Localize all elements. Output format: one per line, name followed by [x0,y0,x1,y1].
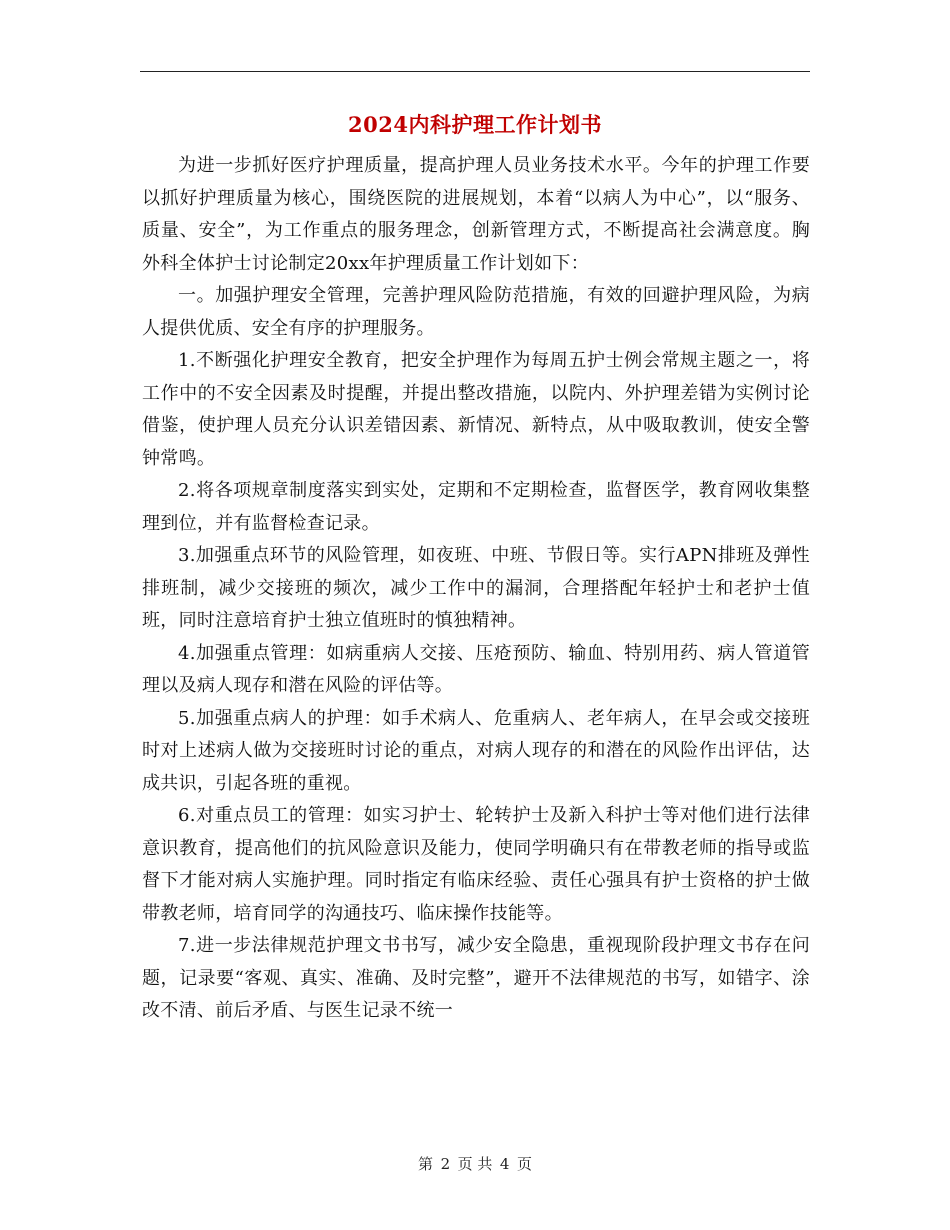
paragraph-item-4: 4.加强重点管理：如病重病人交接、压疮预防、输血、特别用药、病人管道管理以及病人现存和潜在风险的评估等。 [142,642,810,696]
paragraph-intro: 为进一步抓好医疗护理质量，提高护理人员业务技术水平。今年的护理工作要以抓好护理质量为核心，围绕医院的进展规划，本着“以病人为中心”，以“服务、质量、安全”，为工作重点的服务理念，创新管理方式，不断提高社会满意度。胸外科全体护士讨论制定20xx年护理质量工作计划如下： [142,155,810,274]
paragraph-item-7: 7.进一步法律规范护理文书书写，减少安全隐患，重视现阶段护理文书存在问题，记录要“客观、真实、准确、及时完整”，避开不法律规范的书写，如错字、涂改不清、前后矛盾、与医生记录不统一 [142,935,810,1021]
footer-total-pages: 4 [499,1155,510,1173]
footer-middle: 页 共 [457,1155,493,1173]
footer-prefix: 第 [418,1155,434,1173]
header-rule [140,71,810,72]
paragraph-section-1: 一。加强护理安全管理，完善护理风险防范措施，有效的回避护理风险，为病人提供优质、安全有序的护理服务。 [142,285,810,339]
page-footer [0,1153,950,1175]
footer-page-number: 2 [440,1155,451,1173]
document-body [142,150,810,1028]
paragraph-item-6: 6.对重点员工的管理：如实习护士、轮转护士及新入科护士等对他们进行法律意识教育，提高他们的抗风险意识及能力，使同学明确只有在带教老师的指导或监督下才能对病人实施护理。同时指定有临床经验、责任心强具有护士资格的护士做带教老师，培育同学的沟通技巧、临床操作技能等。 [142,805,810,924]
paragraph-item-5: 5.加强重点病人的护理：如手术病人、危重病人、老年病人，在早会或交接班时对上述病人做为交接班时讨论的重点，对病人现存的和潜在的风险作出评估，达成共识，引起各班的重视。 [142,707,810,794]
document-title: 2024内科护理工作计划书 [348,112,602,137]
paragraph-item-1: 1.不断强化护理安全教育，把安全护理作为每周五护士例会常规主题之一，将工作中的不安全因素及时提醒，并提出整改措施，以院内、外护理差错为实例讨论借鉴，使护理人员充分认识差错因素、新情况、新特点，从中吸取教训，使安全警钟常鸣。 [142,350,810,469]
paragraph-item-2: 2.将各项规章制度落实到实处，定期和不定期检查，监督医学，教育网收集整理到位，并有监督检查记录。 [142,480,810,534]
paragraph-item-3: 3.加强重点环节的风险管理，如夜班、中班、节假日等。实行APN排班及弹性排班制，减少交接班的频次，减少工作中的漏洞，合理搭配年轻护士和老护士值班，同时注意培育护士独立值班时的慎独精神。 [142,545,810,631]
footer-suffix: 页 [516,1155,532,1173]
